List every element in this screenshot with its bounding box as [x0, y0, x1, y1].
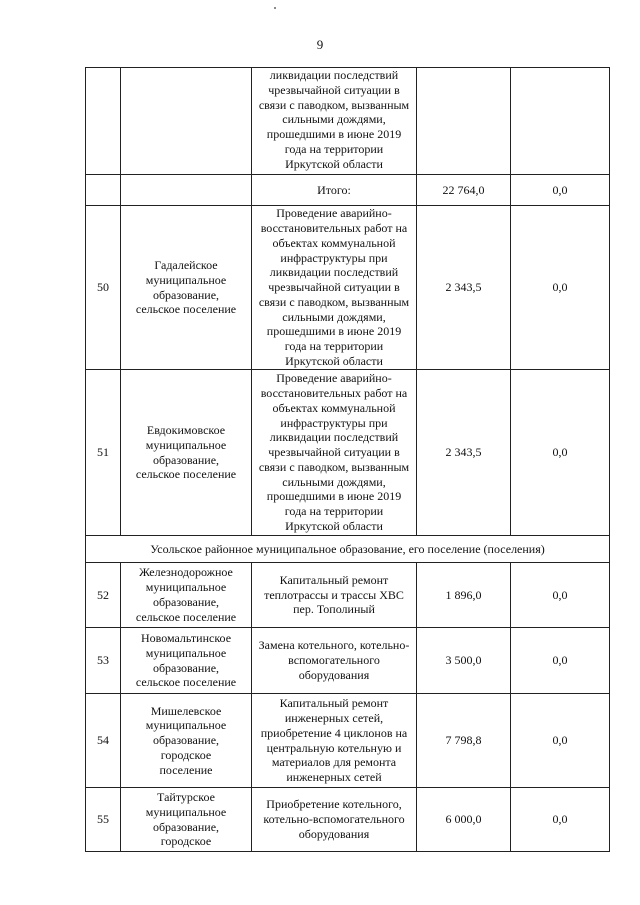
municipality-name	[121, 68, 252, 175]
extra-value: 0,0	[511, 370, 610, 536]
empty-cell	[86, 175, 121, 206]
row-number: 51	[86, 370, 121, 536]
municipality-name: Евдокимовское муниципальное образование, сельское поселение	[121, 370, 252, 536]
amount-value: 6 000,0	[417, 788, 511, 852]
section-row	[86, 536, 610, 563]
extra-value: 0,0	[511, 628, 610, 694]
total-amount: 22 764,0	[417, 175, 511, 206]
amount-value: 2 343,5	[417, 206, 511, 370]
extra-value: 0,0	[511, 206, 610, 370]
scan-speck	[274, 7, 276, 9]
total-row	[86, 175, 610, 206]
extra-value	[511, 68, 610, 175]
total-label: Итого:	[252, 175, 417, 206]
work-description: Проведение аварийно- восстановительных работ на объектах коммунальной инфраструктуры при ликвидации последствий чрезвычайной ситуации в связи с паводком, вызванным сильными дождями, прошедшими в июне 2019 года на территории Иркутской области	[252, 370, 417, 536]
work-description: Замена котельного, котельно- вспомогательного оборудования	[252, 628, 417, 694]
amount-value: 7 798,8	[417, 694, 511, 788]
work-description: ликвидации последствий чрезвычайной ситуации в связи с паводком, вызванным сильными дождями, прошедшими в июне 2019 года на территории Иркутской области	[252, 68, 417, 175]
page-number: 9	[316, 37, 324, 52]
table-row	[86, 563, 610, 628]
amount-value	[417, 68, 511, 175]
table-row	[86, 206, 610, 370]
table-row	[86, 370, 610, 536]
table-row	[86, 68, 610, 175]
table-row	[86, 628, 610, 694]
amount-value: 2 343,5	[417, 370, 511, 536]
row-number	[86, 68, 121, 175]
extra-value: 0,0	[511, 563, 610, 628]
empty-cell	[121, 175, 252, 206]
municipality-name: Железнодорожное муниципальное образование, сельское поселение	[121, 563, 252, 628]
work-description: Капитальный ремонт теплотрассы и трассы ХВС пер. Тополиный	[252, 563, 417, 628]
extra-value: 0,0	[511, 788, 610, 852]
row-number: 52	[86, 563, 121, 628]
municipality-name: Гадалейское муниципальное образование, сельское поселение	[121, 206, 252, 370]
section-title: Усольское районное муниципальное образование, его поселение (поселения)	[86, 536, 610, 563]
municipality-name: Тайтурское муниципальное образование, городское	[121, 788, 252, 852]
row-number: 50	[86, 206, 121, 370]
table-row	[86, 788, 610, 852]
row-number: 55	[86, 788, 121, 852]
extra-value: 0,0	[511, 694, 610, 788]
work-description: Капитальный ремонт инженерных сетей, приобретение 4 циклонов на центральную котельную и материалов для ремонта инженерных сетей	[252, 694, 417, 788]
table-row	[86, 694, 610, 788]
municipality-name: Новомальтинское муниципальное образование, сельское поселение	[121, 628, 252, 694]
amount-value: 3 500,0	[417, 628, 511, 694]
funding-table	[85, 67, 610, 852]
work-description: Проведение аварийно- восстановительных работ на объектах коммунальной инфраструктуры при ликвидации последствий чрезвычайной ситуации в связи с паводком, вызванным сильными дождями, прошедшими в июне 2019 года на территории Иркутской области	[252, 206, 417, 370]
work-description: Приобретение котельного, котельно-вспомогательного оборудования	[252, 788, 417, 852]
row-number: 53	[86, 628, 121, 694]
row-number: 54	[86, 694, 121, 788]
total-extra: 0,0	[511, 175, 610, 206]
municipality-name: Мишелевское муниципальное образование, городское поселение	[121, 694, 252, 788]
amount-value: 1 896,0	[417, 563, 511, 628]
